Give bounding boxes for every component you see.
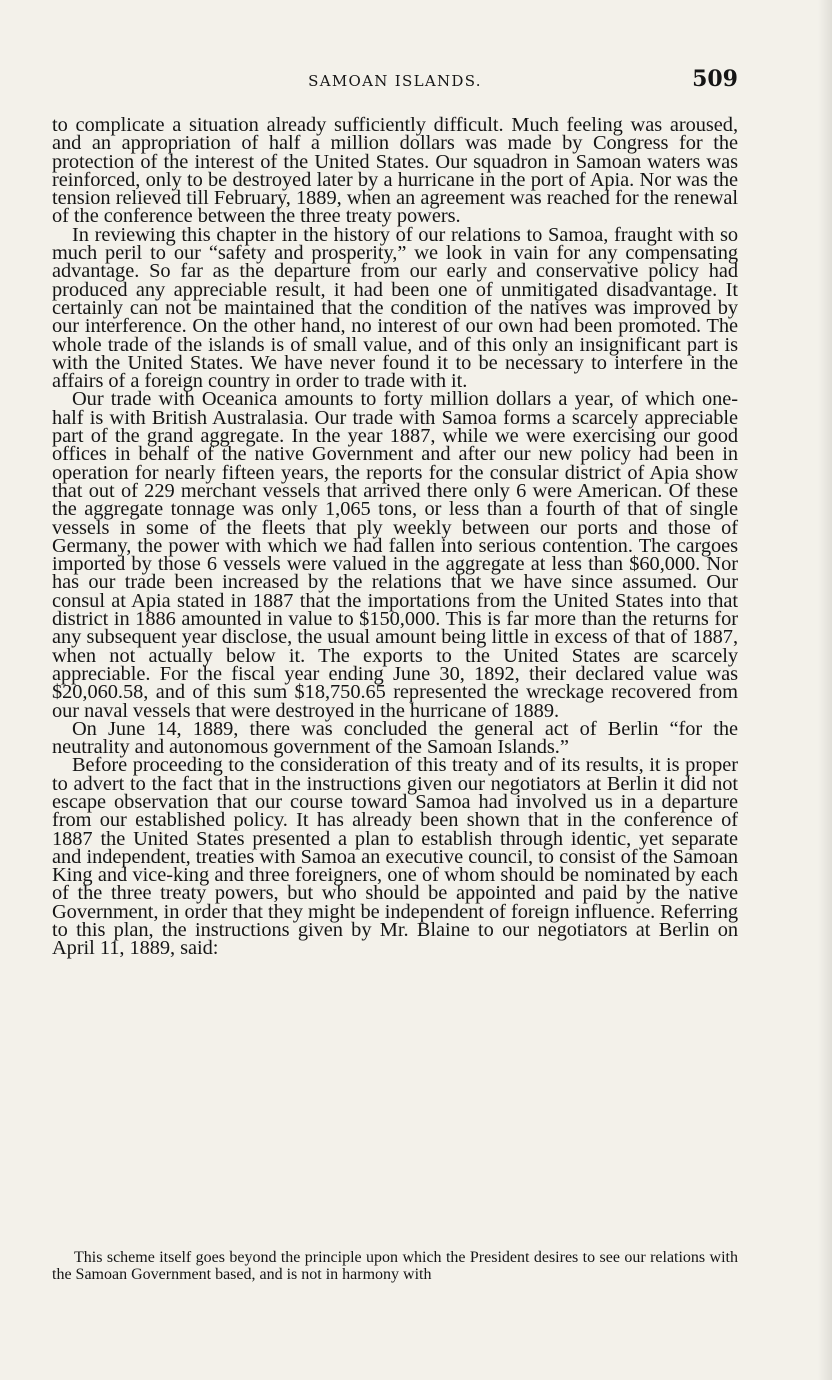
- paragraph-instructions: Before proceeding to the consideration of this treaty and of its results, it is proper to advert to the fact that in the instructions given our negotiators at Berlin it did not escape observation that our course toward Samoa had involved us in a departure from our established policy. It has already been shown that in the conference of 1887 the United States presented a plan to establish through identic, yet separate and independent, treaties with Samoa an executive council, to consist of the Samoan King and vice-king and three foreigners, one of whom should be nominated by each of the three treaty powers, but who should be appointed and paid by the native Government, in order that they might be independent of foreign influence. Referring to this plan, the instructions given by Mr. Blaine to our negotiators at Berlin on April 11, 1889, said:: [52, 754, 738, 960]
- page-edge-shadow: [818, 0, 832, 1380]
- paragraph-continuation: to complicate a situation already sufficiently difficult. Much feeling was aroused, and an appropriation of half a million dollars was made by Congress for the protection of the interest of the United States. Our squadron in Samoan waters was reinforced, only to be destroyed later by a hurricane in the port of Apia. Nor was the tension relieved till February, 1889, when an agreement was reached for the renewal of the conference between the three treaty powers.: [52, 114, 738, 228]
- body-text: [52, 116, 738, 958]
- paragraph-berlin-act: On June 14, 1889, there was concluded the general act of Berlin “for the neutrality and autonomous government of the Samoan Islands.”: [52, 717, 738, 759]
- running-title: SAMOAN ISLANDS.: [308, 72, 482, 90]
- paragraph-trade: Our trade with Oceanica amounts to forty million dollars a year, of which one-half is with British Australasia. Our trade with Samoa forms a scarcely appreciable part of the grand aggregate. In the year 1887, while we were exercising our good offices in behalf of the native Government and after our new policy had been in operation for nearly fifteen years, the reports for the consular district of Apia show that out of 229 merchant vessels that arrived there only 6 were American. Of these the aggregate tonnage was only 1,065 tons, or less than a fourth of that of single vessels in some of the fleets that ply weekly between our ports and those of Germany, the power with which we had fallen into serious contention. The cargoes imported by those 6 vessels were valued in the aggregate at less than $60,000. Nor has our trade been increased by the relations that we have since assumed. Our consul at Apia stated in 1887 that the importations from the United States into that district in 1886 amounted in value to $150,000. This is far more than the returns for any subsequent year disclose, the usual amount being little in excess of that of 1887, when not actually below it. The exports to the United States are scarcely appreciable. For the fiscal year ending June 30, 1892, their declared value was $20,060.58, and of this sum $18,750.65 represented the wreckage recovered from our naval vessels that were destroyed in the hurricane of 1889.: [52, 388, 738, 722]
- paragraph-reviewing: In reviewing this chapter in the history of our relations to Samoa, fraught with so much peril to our “safety and prosperity,” we look in vain for any compensating advantage. So far as the departure from our early and conservative policy had produced any appreciable result, it had been one of unmitigated disadvantage. It certainly can not be maintained that the condition of the natives was improved by our interference. On the other hand, no interest of our own had been promoted. The whole trade of the islands is of small value, and of this only an insignificant part is with the United States. We have never found it to be necessary to interfere in the affairs of a foreign country in order to trade with it.: [52, 223, 738, 393]
- page-number: 509: [692, 66, 738, 92]
- block-quote: [52, 1249, 738, 1283]
- quote-text: This scheme itself goes beyond the principle upon which the President desires to see our relations with the Samoan Government based, and is not in harmony with: [52, 1249, 738, 1283]
- running-head: [52, 66, 738, 96]
